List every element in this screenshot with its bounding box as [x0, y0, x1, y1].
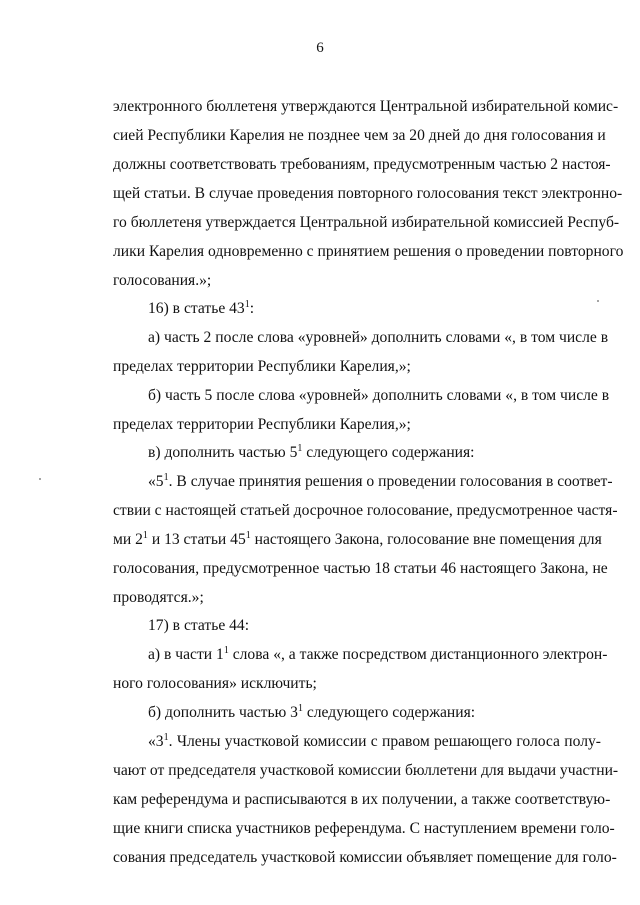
text-segment: электронного бюллетеня утверждаются Центральной избирательной комис- [113, 98, 619, 115]
text-line [113, 415, 640, 435]
text-segment: б) дополнить частью 3 [148, 704, 298, 721]
superscript: 1 [223, 645, 229, 656]
superscript: 1 [244, 299, 250, 310]
superscript: 1 [297, 703, 303, 714]
text-line [113, 588, 640, 608]
text-line [148, 703, 640, 723]
text-segment: слова «, а также посредством дистанционного электрон- [228, 646, 608, 663]
text-segment: следующего содержания: [302, 444, 475, 461]
text-segment: «5 [148, 473, 164, 490]
text-line [113, 848, 617, 868]
text-line [113, 184, 623, 204]
text-segment: сования председатель участковой комиссии объявляет помещение для голо- [113, 849, 617, 866]
text-line [148, 299, 640, 319]
text-segment: сией Республики Карелия не позднее чем за 20 дней до дня голосования и [113, 127, 606, 144]
text-segment: : [249, 300, 255, 317]
text-segment: проводятся.»; [113, 589, 204, 606]
text-line [113, 97, 619, 117]
superscript: 1 [297, 443, 303, 454]
text-segment: щие книги списка участников референдума. С наступлением времени голо- [113, 820, 615, 837]
text-segment: го бюллетеня утверждается Центральной избирательной комиссией Респуб- [113, 214, 620, 231]
text-segment: следующего содержания: [302, 704, 476, 721]
text-segment: . Члены участковой комиссии с правом решающего голоса полу- [168, 733, 601, 750]
superscript: 1 [142, 530, 148, 541]
text-segment: 17) в статье 44: [148, 617, 250, 634]
text-segment: . В случае принятия решения о проведении голосования в соответ- [168, 473, 613, 490]
text-line [113, 674, 640, 694]
text-line [148, 645, 608, 665]
text-line [148, 472, 613, 492]
text-segment: а) в части 1 [148, 646, 224, 663]
text-line [148, 328, 609, 348]
text-line [148, 616, 640, 636]
text-line [113, 213, 620, 233]
text-segment: пределах территории Республики Карелия,»; [113, 416, 411, 433]
text-line [113, 126, 606, 146]
text-line [113, 357, 640, 377]
scan-speck [597, 300, 599, 302]
text-segment: а) часть 2 после слова «уровней» дополнить словами «, в том числе в [148, 329, 609, 346]
superscript: 1 [163, 472, 169, 483]
text-line [113, 155, 611, 175]
text-segment: «3 [148, 733, 164, 750]
text-line [148, 443, 640, 463]
text-segment: голосования, предусмотренное частью 18 статьи 46 настоящего Закона, не [113, 560, 608, 577]
text-line [113, 819, 615, 839]
text-segment: настоящего Закона, голосование вне помещения для [250, 531, 602, 548]
page-number: 6 [316, 40, 324, 56]
text-line [113, 559, 608, 579]
text-segment: и 13 статьи 45 [147, 531, 246, 548]
text-line [113, 790, 611, 810]
text-segment: чают от председателя участковой комиссии бюллетени для выдачи участни- [113, 762, 619, 779]
text-segment: в) дополнить частью 5 [148, 444, 298, 461]
text-segment: кам референдума и расписываются в их получении, а также соответствую- [113, 791, 611, 808]
text-segment: ного голосования» исключить; [113, 675, 317, 692]
text-segment: щей статьи. В случае проведения повторного голосования текст электронно- [113, 185, 623, 202]
text-segment: б) часть 5 после слова «уровней» дополнить словами «, в том числе в [148, 387, 610, 404]
text-segment: должны соответствовать требованиям, предусмотренным частью 2 настоя- [113, 156, 611, 173]
text-line [113, 501, 618, 521]
text-segment: ми 2 [113, 531, 143, 548]
text-line [148, 386, 610, 406]
text-line [113, 530, 601, 550]
text-line [113, 761, 619, 781]
text-line [113, 242, 624, 262]
scan-speck [39, 478, 41, 480]
text-line [148, 732, 601, 752]
text-segment: 16) в статье 43 [148, 300, 245, 317]
text-segment: лики Карелия одновременно с принятием решения о проведении повторного [113, 243, 624, 260]
text-segment: пределах территории Республики Карелия,»; [113, 358, 411, 375]
superscript: 1 [163, 732, 169, 743]
text-line [113, 271, 640, 291]
superscript: 1 [245, 530, 251, 541]
text-segment: ствии с настоящей статьей досрочное голосование, предусмотренное частя- [113, 502, 618, 519]
text-segment: голосования.»; [113, 272, 212, 289]
